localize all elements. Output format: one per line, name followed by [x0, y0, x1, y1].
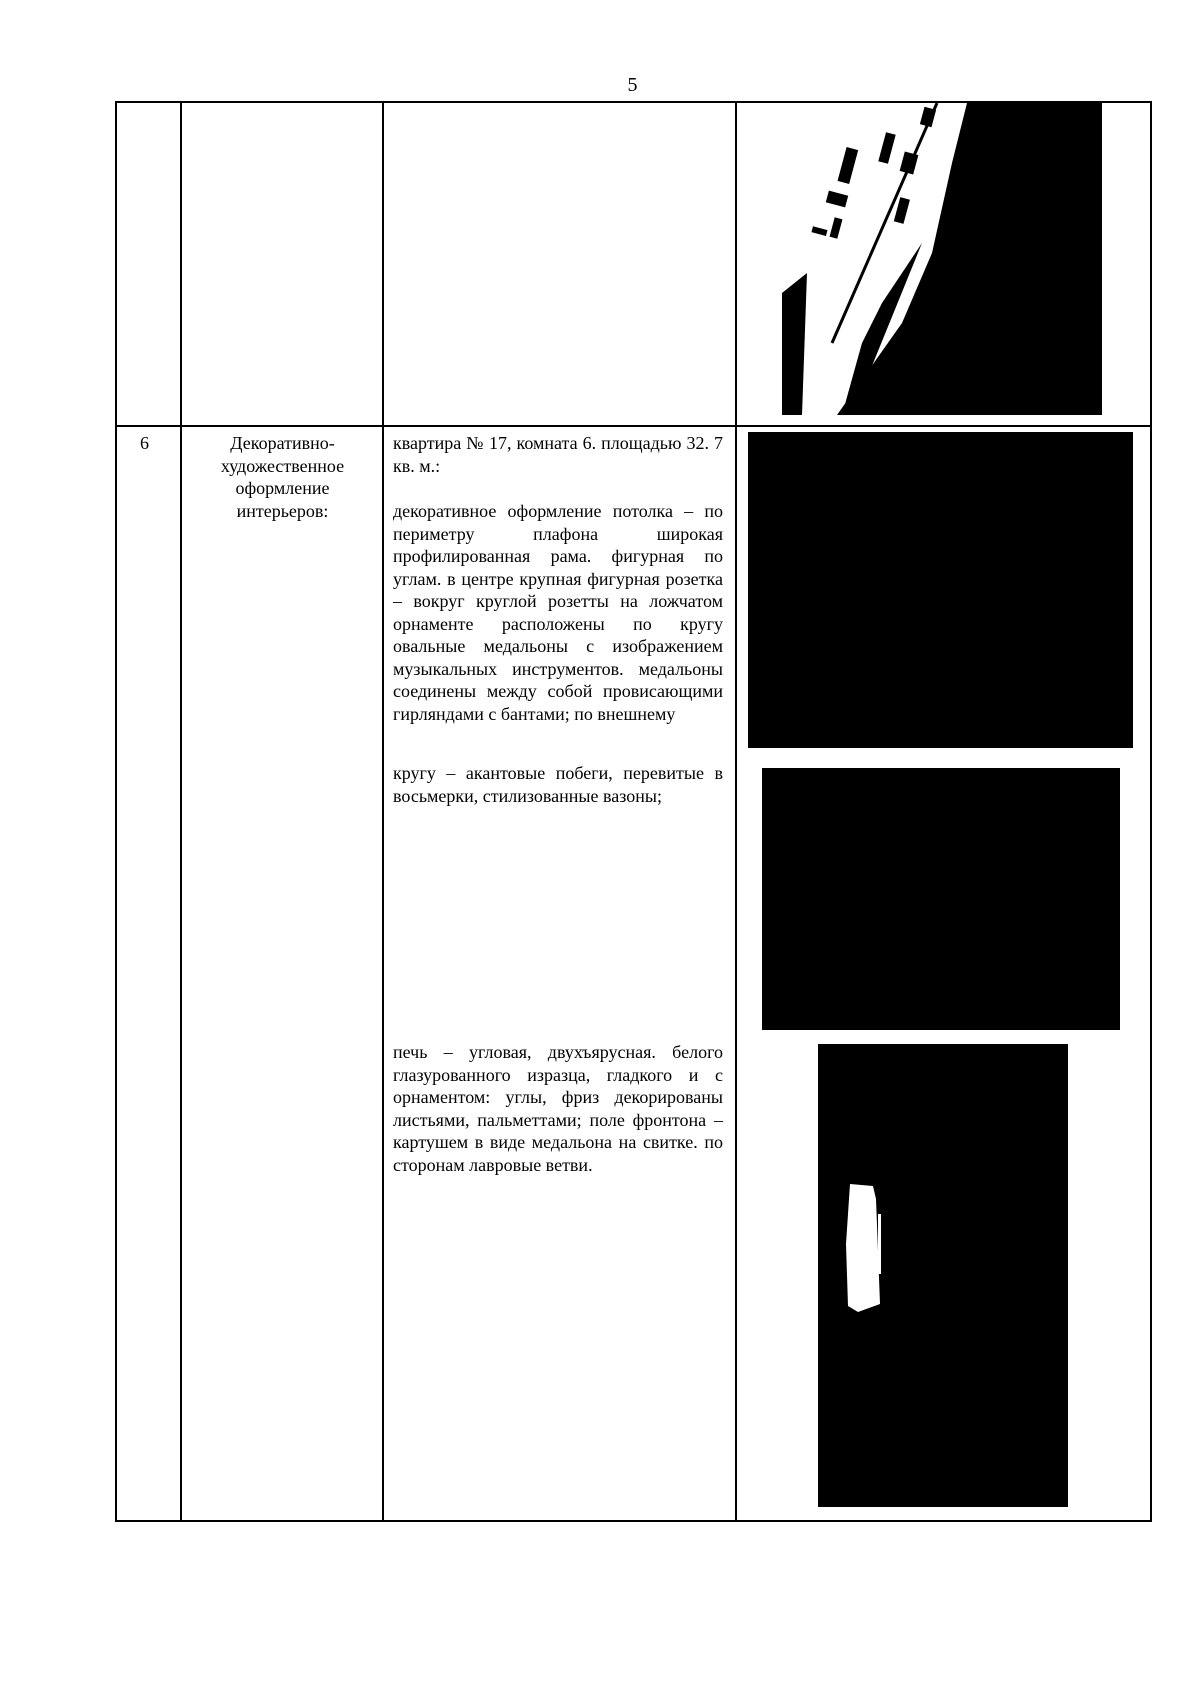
row-location [393, 432, 723, 477]
ceiling-description-cont-text: кругу – акантовые побеги, перевитые в восьмерки, стилизованные вазоны; [393, 763, 723, 806]
stove-description [393, 1041, 723, 1176]
photo-ceiling-1 [748, 432, 1133, 748]
ceiling-description [393, 500, 723, 725]
ceiling-description-text: декоративное оформление потолка – по периметру плафона широкая профилированная рама. фигурная по углам. в центре крупная фигурная розетка – вокруг круглой розетты на ложчатом орнаменте расположены по кругу овальные медальоны с изображением музыкальных инструментов. медальоны соединены между собой провисающими гирляндами с бантами; по внешнему [393, 501, 723, 724]
photo-stove-icon [818, 1044, 1068, 1507]
column-divider-1 [180, 101, 182, 1522]
column-divider-2 [382, 101, 384, 1522]
table-bottom-border [115, 1520, 1152, 1522]
ceiling-description-continued [393, 762, 723, 807]
column-divider-3 [735, 101, 737, 1522]
photo-stove [818, 1044, 1068, 1507]
row-divider [115, 425, 1152, 427]
row-number: 6 [140, 433, 149, 453]
page-number: 5 [627, 74, 638, 96]
table-left-border [115, 101, 117, 1522]
row-category: Декоративно-художественное оформление интерьеров: [220, 433, 345, 521]
stove-description-text: печь – угловая, двухъярусная. белого глазурованного изразца, гладкого и с орнаментом: углы, фриз декорированы листьями, пальметтами; поле фронтона – картушем в виде медальона на свитке. по сторонам лавровые ветви. [393, 1042, 723, 1175]
photo-partial-facade-icon [782, 103, 1102, 415]
table-right-border [1150, 101, 1152, 1522]
photo-partial-facade [782, 103, 1102, 415]
photo-ceiling-2 [762, 768, 1120, 1030]
location-text: квартира № 17, комната 6. площадью 32. 7 кв. м.: [393, 433, 723, 476]
